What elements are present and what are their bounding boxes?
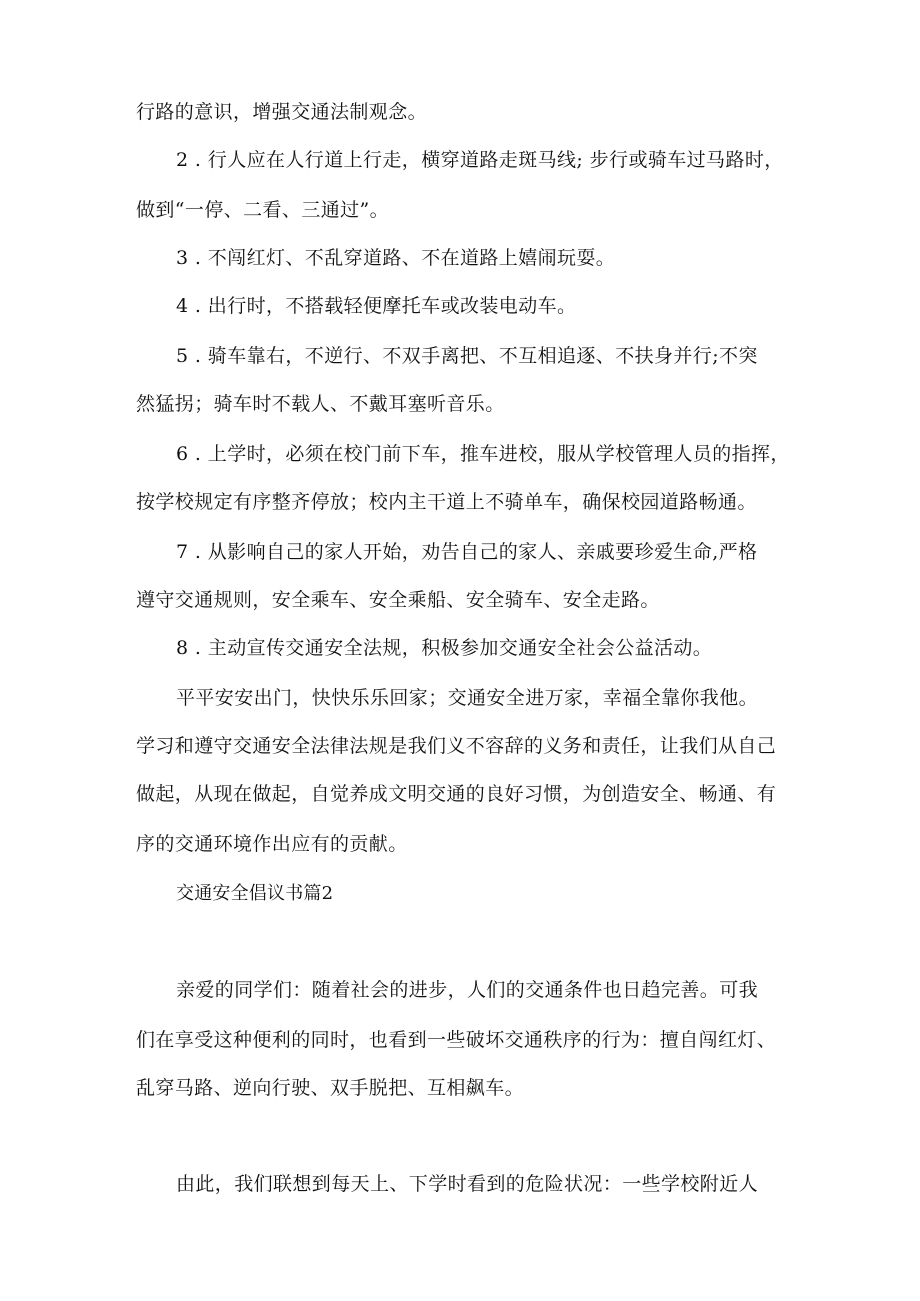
list-item-5-line-2: 然猛拐；骑车时不载人、不戴耳塞听音乐。 [136,393,505,415]
list-item-5-line-1: 5 . 骑车靠右，不逆行、不双手离把、不互相追逐、不扶身并行;不突 [176,345,758,367]
closing-paragraph-line-3: 做起，从现在做起，自觉养成文明交通的良好习惯，为创造安全、畅通、有 [136,783,777,805]
greeting-paragraph-line-1: 亲爱的同学们：随着社会的进步，人们的交通条件也日趋完善。可我 [176,979,759,1001]
text-line: 行路的意识，增强交通法制观念。 [136,101,428,123]
list-item-7-line-2: 遵守交通规则，安全乘车、安全乘船、安全骑车、安全走路。 [136,589,660,611]
list-item-7-line-1: 7 . 从影响自己的家人开始，劝告自己的家人、亲戚要珍爱生命,严格 [176,541,758,563]
closing-paragraph-line-2: 学习和遵守交通安全法律法规是我们义不容辞的义务和责任，让我们从自己 [136,735,777,757]
closing-paragraph-line-4: 序的交通环境作出应有的贡献。 [136,833,408,855]
greeting-paragraph-line-3: 乱穿马路、逆向行驶、双手脱把、互相飙车。 [136,1077,525,1099]
list-item-8: 8 . 主动宣传交通安全法规，积极参加交通安全社会公益活动。 [176,637,713,659]
list-item-3: 3 . 不闯红灯、不乱穿道路、不在道路上嬉闹玩耍。 [176,247,616,269]
closing-paragraph-line-1: 平平安安出门，快快乐乐回家；交通安全进万家，幸福全靠你我他。 [176,687,759,709]
list-item-4: 4 . 出行时，不搭载轻便摩托车或改装电动车。 [176,295,577,317]
section-heading: 交通安全倡议书篇2 [176,883,334,904]
list-item-6-line-1: 6 . 上学时，必须在校门前下车，推车进校，服从学校管理人员的指挥， [176,443,790,465]
list-item-6-line-2: 按学校规定有序整齐停放；校内主干道上不骑单车，确保校园道路畅通。 [136,491,757,513]
list-item-2-line-1: 2 . 行人应在人行道上行走，横穿道路走斑马线; 步行或骑车过马路时， [176,149,784,171]
greeting-paragraph-line-2: 们在享受这种便利的同时，也看到一些破坏交通秩序的行为：擅自闯红灯、 [136,1029,777,1051]
list-item-2-line-2: 做到“一停、二看、三通过”。 [136,199,390,221]
next-paragraph-line-1: 由此，我们联想到每天上、下学时看到的危险状况：一些学校附近人 [176,1173,759,1195]
